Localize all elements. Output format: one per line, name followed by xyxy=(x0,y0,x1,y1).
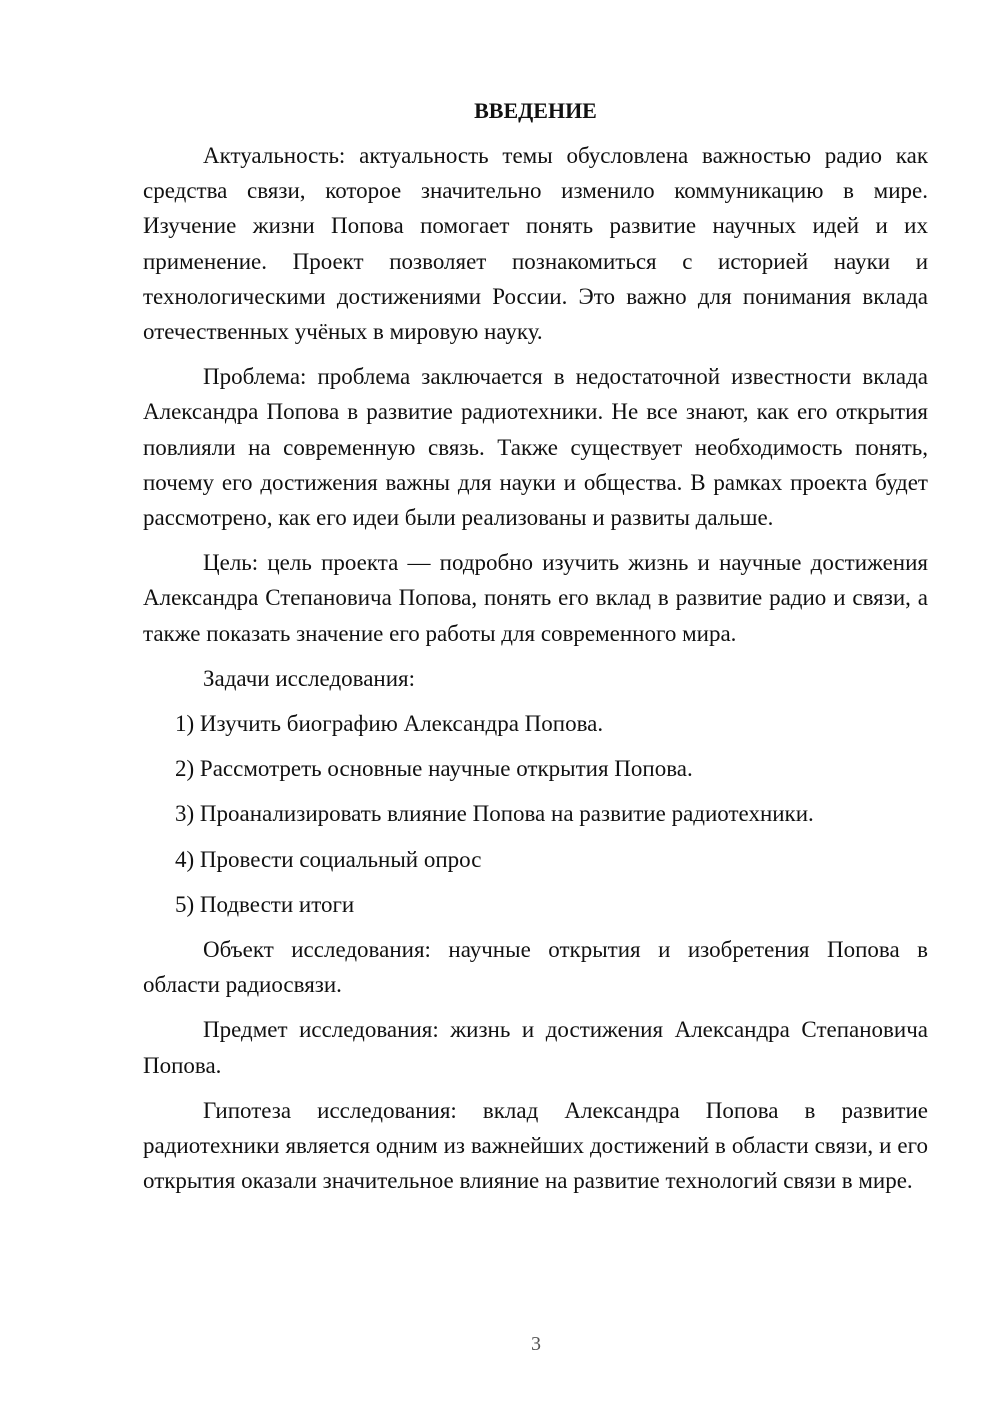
tasks-heading: Задачи исследования: xyxy=(203,665,416,691)
task-item: 5) Подвести итоги xyxy=(175,891,355,917)
hypothesis-paragraph: Гипотеза исследования: вклад Александра Попова в развитие радиотехники является одним из важнейших достижений в области связи, и его открытия оказали значительное влияние на развитие технологий связи в мире. xyxy=(143,1097,928,1194)
goal-paragraph: Цель: цель проекта — подробно изучить жизнь и научные достижения Александра Степановича Попова, понять его вклад в развитие радио и связи, а также показать значение его работы для современного мира. xyxy=(143,550,928,646)
problem-paragraph: Проблема: проблема заключается в недостаточной известности вклада Александра Попова в развитие радиотехники. Не все знают, как его открытия повлияли на современную связь. Также существует необходимость понять, почему его достижения важны для науки и общества. В рамках проекта будет рассмотрено, как его идеи были реализованы и развиты дальше. xyxy=(143,364,928,531)
task-item: 4) Провести социальный опрос xyxy=(175,846,482,872)
page-content xyxy=(143,96,928,1208)
page-number: 3 xyxy=(531,1333,541,1355)
task-item: 2) Рассмотреть основные научные открытия Попова. xyxy=(175,756,693,782)
object-paragraph: Объект исследования: научные открытия и изобретения Попова в области радиосвязи. xyxy=(143,937,928,998)
task-item: 1) Изучить биографию Александра Попова. xyxy=(175,711,604,737)
subject-paragraph: Предмет исследования: жизнь и достижения Александра Степановича Попова. xyxy=(143,1017,928,1078)
relevance-paragraph: Актуальность: актуальность темы обусловлена важностью радио как средства связи, которое значительно изменило коммуникацию в мире. Изучение жизни Попова помогает понять развитие научных идей и их применение. Проект позволяет познакомиться с историей науки и технологическими достижениями России. Это важно для понимания вклада отечественных учёных в мировую науку. xyxy=(143,143,928,345)
section-title: ВВЕДЕНИЕ xyxy=(474,98,597,123)
task-item: 3) Проанализировать влияние Попова на развитие радиотехники. xyxy=(175,801,814,827)
tasks-list xyxy=(143,706,928,922)
